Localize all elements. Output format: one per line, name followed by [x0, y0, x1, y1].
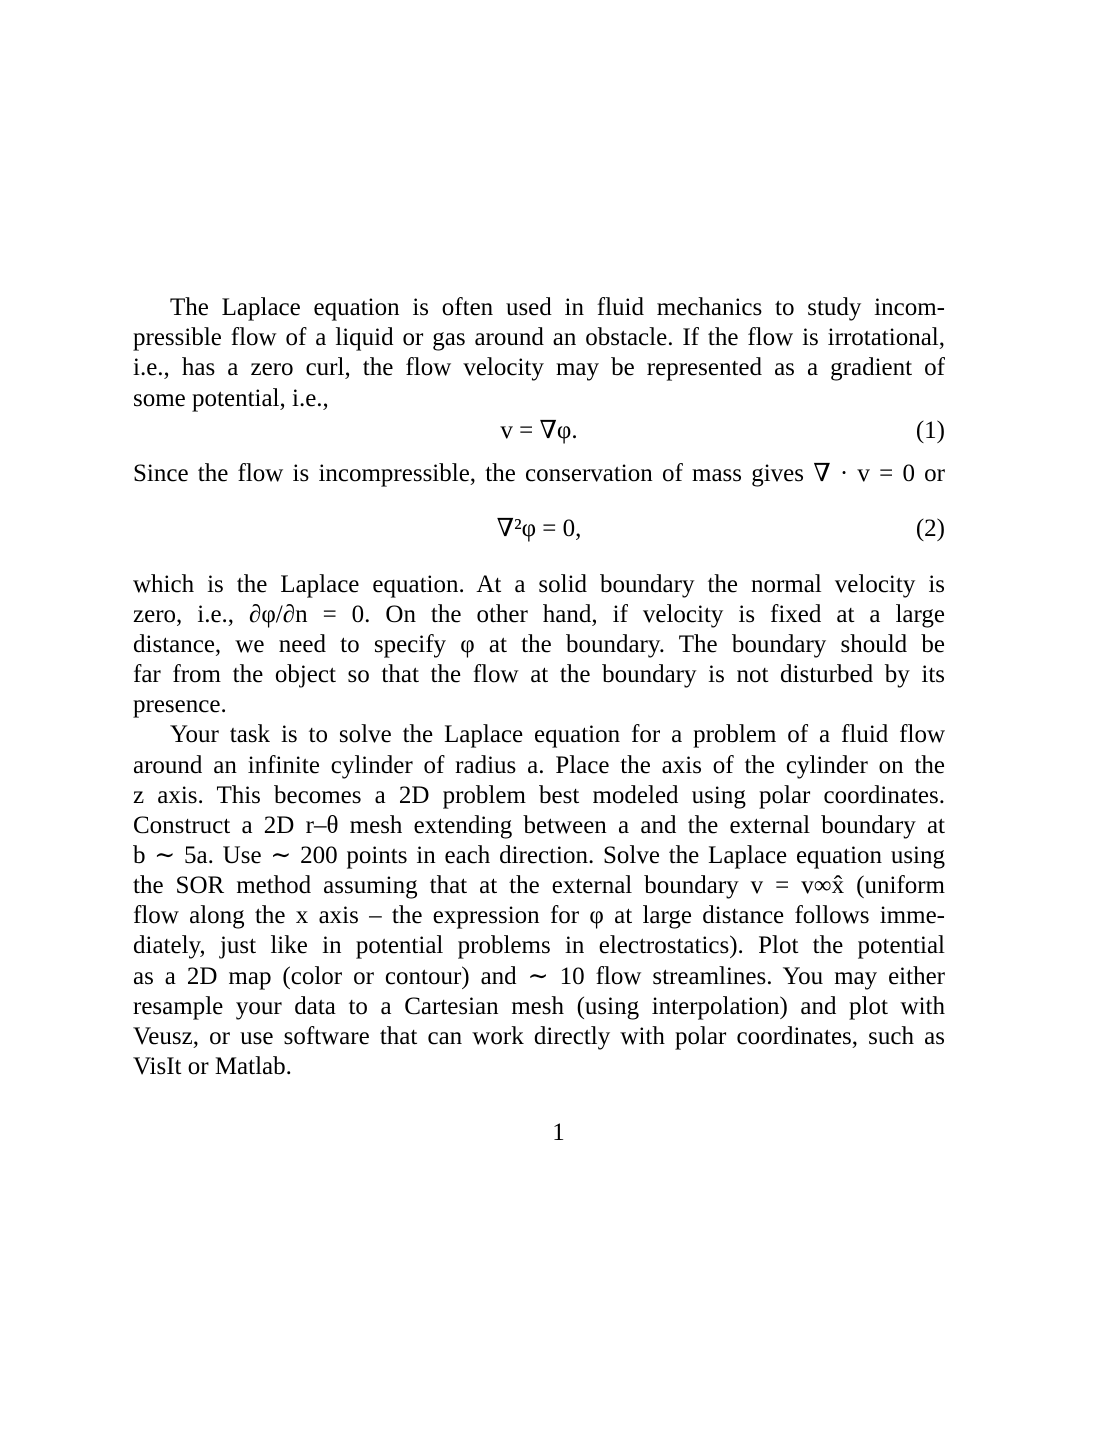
paragraph-2-line-4: far from the object so that the flow at the boundary is not disturbed by its — [133, 661, 945, 688]
paragraph-1-line-2: pressible flow of a liquid or gas around an obstacle. If the flow is irrotational, — [133, 324, 945, 351]
page-number: 1 — [552, 1119, 565, 1146]
paragraph-2-line-3: distance, we need to specify φ at the boundary. The boundary should be — [133, 631, 945, 658]
paragraph-1-line-3: i.e., has a zero curl, the flow velocity may be represented as a gradient of — [133, 354, 945, 381]
paragraph-2-line-5: presence. — [133, 691, 227, 718]
paragraph-3-line-5: b ∼ 5a. Use ∼ 200 points in each direction. Solve the Laplace equation using — [133, 842, 945, 869]
paragraph-3-line-7: flow along the x axis – the expression for φ at large distance follows imme- — [133, 902, 945, 929]
conservation-line: Since the flow is incompressible, the conservation of mass gives ∇ · v = 0 or — [133, 460, 945, 487]
paragraph-3-line-10: resample your data to a Cartesian mesh (using interpolation) and plot with — [133, 993, 945, 1020]
paragraph-3-line-12: VisIt or Matlab. — [133, 1053, 292, 1080]
paragraph-3-line-8: diately, just like in potential problems in electrostatics). Plot the potential — [133, 932, 945, 959]
equation-1 — [133, 415, 945, 447]
equation-2-body: ∇²φ = 0, — [496, 515, 582, 542]
paragraph-3-line-3: z axis. This becomes a 2D problem best modeled using polar coordinates. — [133, 782, 945, 809]
equation-2 — [133, 513, 945, 545]
paragraph-3-line-1: Your task is to solve the Laplace equation for a problem of a fluid flow — [170, 721, 945, 748]
paragraph-3-line-9: as a 2D map (color or contour) and ∼ 10 flow streamlines. You may either — [133, 963, 945, 990]
paragraph-3-line-11: Veusz, or use software that can work directly with polar coordinates, such as — [133, 1023, 945, 1050]
paragraph-2-line-1: which is the Laplace equation. At a solid boundary the normal velocity is — [133, 571, 945, 598]
paragraph-2-line-2: zero, i.e., ∂φ/∂n = 0. On the other hand, if velocity is fixed at a large — [133, 601, 945, 628]
equation-1-body: v = ∇φ. — [500, 417, 578, 444]
paragraph-3-line-2: around an infinite cylinder of radius a. Place the axis of the cylinder on the — [133, 752, 945, 779]
equation-2-number: (2) — [915, 515, 945, 542]
paragraph-3-line-6: the SOR method assuming that at the external boundary v = v∞x̂ (uniform — [133, 872, 945, 899]
paragraph-3-line-4: Construct a 2D r–θ mesh extending between a and the external boundary at — [133, 812, 945, 839]
paragraph-1-line-4: some potential, i.e., — [133, 385, 329, 412]
paragraph-1-line-1: The Laplace equation is often used in fluid mechanics to study incom- — [170, 294, 945, 321]
equation-1-number: (1) — [915, 417, 945, 444]
